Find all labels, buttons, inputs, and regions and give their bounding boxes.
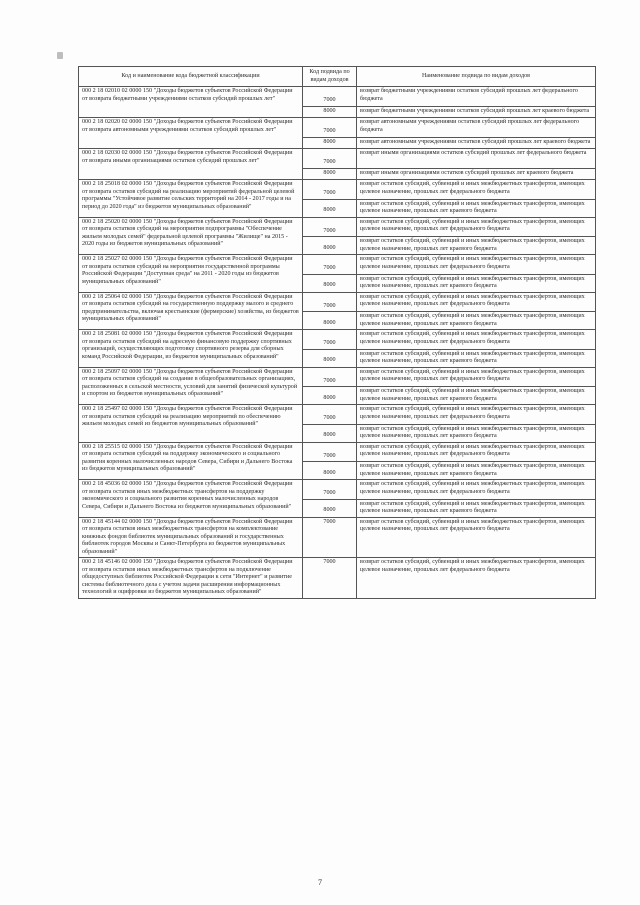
subtype-code-cell: 7000 bbox=[303, 292, 357, 312]
table-row bbox=[79, 405, 596, 425]
subtype-name-cell: возврат автономными учреждениями остатков субсидий прошлых лет федерального бюджета bbox=[357, 118, 596, 138]
table-row bbox=[79, 217, 596, 237]
classification-code-cell: 000 2 18 25097 02 0000 150 "Доходы бюджетов субъектов Российской Федерации от возврата остатков субсидий на создание в общеобразовательных организациях, расположенных в сельской местности, условий для занятий физической культурой и спортом из бюджетов муниципальных образований" bbox=[79, 367, 303, 405]
table-row bbox=[79, 149, 596, 169]
subtype-code-cell: 7000 bbox=[303, 217, 357, 237]
subtype-name-cell: возврат остатков субсидий, субвенций и иных межбюджетных трансфертов, имеющих целевое назначение, прошлых лет федерального бюджета bbox=[357, 180, 596, 200]
subtype-code-cell: 7000 bbox=[303, 558, 357, 599]
subtype-name-cell: возврат иными организациями остатков субсидий прошлых лет федерального бюджета bbox=[357, 149, 596, 169]
subtype-code-cell: 8000 bbox=[303, 168, 357, 180]
subtype-name-cell: возврат остатков субсидий, субвенций и иных межбюджетных трансфертов, имеющих целевое назначение, прошлых лет краевого бюджета bbox=[357, 274, 596, 292]
classification-code-cell: 000 2 18 25064 02 0000 150 "Доходы бюджетов субъектов Российской Федерации от возврата остатков субсидий на государственную поддержку малого и среднего предпринимательства, включая крестьянские (фермерские) хозяйства, из бюджетов муниципальных образований" bbox=[79, 292, 303, 330]
subtype-name-cell: возврат остатков субсидий, субвенций и иных межбюджетных трансфертов, имеющих целевое назначение, прошлых лет федерального бюджета bbox=[357, 558, 596, 599]
table-row bbox=[79, 330, 596, 350]
classification-code-cell: 000 2 18 25515 02 0000 150 "Доходы бюджетов субъектов Российской Федерации от возврата остатков субсидий на поддержку экономического и социального развития коренных малочисленных народов Севера, Сибири и Дальнего Востока из бюджетов муниципальных образований" bbox=[79, 442, 303, 480]
classification-code-cell: 000 2 18 45036 02 0000 150 "Доходы бюджетов субъектов Российской Федерации от возврата остатков иных межбюджетных трансфертов на поддержку экономического и социального развития коренных малочисленных народов Севера, Сибири и Дальнего Востока из бюджетов муниципальных образований" bbox=[79, 480, 303, 518]
subtype-code-cell: 8000 bbox=[303, 199, 357, 217]
subtype-name-cell: возврат остатков субсидий, субвенций и иных межбюджетных трансфертов, имеющих целевое назначение, прошлых лет федерального бюджета bbox=[357, 217, 596, 237]
subtype-name-cell: возврат остатков субсидий, субвенций и иных межбюджетных трансфертов, имеющих целевое назначение, прошлых лет федерального бюджета bbox=[357, 330, 596, 350]
subtype-name-cell: возврат остатков субсидий, субвенций и иных межбюджетных трансфертов, имеющих целевое назначение, прошлых лет краевого бюджета bbox=[357, 462, 596, 480]
subtype-code-cell: 7000 bbox=[303, 330, 357, 350]
subtype-code-cell: 7000 bbox=[303, 442, 357, 462]
subtype-code-cell: 8000 bbox=[303, 462, 357, 480]
subtype-code-cell: 7000 bbox=[303, 367, 357, 387]
classification-code-cell: 000 2 18 25081 02 0000 150 "Доходы бюджетов субъектов Российской Федерации от возврата остатков субсидий на адресную финансовую поддержку спортивных организаций, осуществляющих подготовку спортивного резерва для сборных команд Российской Федерации, из бюджетов муниципальных образований" bbox=[79, 330, 303, 368]
subtype-code-cell: 7000 bbox=[303, 517, 357, 558]
subtype-name-cell: возврат остатков субсидий, субвенций и иных межбюджетных трансфертов, имеющих целевое назначение, прошлых лет федерального бюджета bbox=[357, 255, 596, 275]
table-row bbox=[79, 517, 596, 558]
subtype-code-cell: 7000 bbox=[303, 480, 357, 500]
subtype-code-cell: 7000 bbox=[303, 180, 357, 200]
page-number: 7 bbox=[318, 878, 322, 887]
scan-mark bbox=[57, 52, 63, 59]
classification-code-cell: 000 2 18 45146 02 0000 150 "Доходы бюджетов субъектов Российской Федерации от возврата остатков иных межбюджетных трансфертов на подключение общедоступных библиотек Российской Федерации к сети "Интернет" и развитие системы библиотечного дела с учетом задачи расширения информационных технологий и оцифровки из бюджетов муниципальных образований" bbox=[79, 558, 303, 599]
subtype-code-cell: 8000 bbox=[303, 424, 357, 442]
subtype-code-cell: 8000 bbox=[303, 106, 357, 118]
classification-code-cell: 000 2 18 25020 02 0000 150 "Доходы бюджетов субъектов Российской Федерации от возврата остатков субсидий на мероприятия подпрограммы "Обеспечение жильем молодых семей" федеральной целевой программы "Жилище" на 2015 - 2020 годы из бюджетов муниципальных образований" bbox=[79, 217, 303, 255]
subtype-code-cell: 7000 bbox=[303, 118, 357, 138]
subtype-code-cell: 7000 bbox=[303, 87, 357, 107]
subtype-name-cell: возврат остатков субсидий, субвенций и иных межбюджетных трансфертов, имеющих целевое назначение, прошлых лет федерального бюджета bbox=[357, 405, 596, 425]
subtype-name-cell: возврат остатков субсидий, субвенций и иных межбюджетных трансфертов, имеющих целевое назначение, прошлых лет краевого бюджета bbox=[357, 499, 596, 517]
table-row bbox=[79, 180, 596, 200]
classification-code-cell: 000 2 18 25027 02 0000 150 "Доходы бюджетов субъектов Российской Федерации от возврата остатков субсидий на мероприятия государственной программы Российской Федерации "Доступная среда" на 2011 - 2020 годы из бюджетов муниципальных образований" bbox=[79, 255, 303, 293]
subtype-name-cell: возврат остатков субсидий, субвенций и иных межбюджетных трансфертов, имеющих целевое назначение, прошлых лет краевого бюджета bbox=[357, 349, 596, 367]
subtype-name-cell: возврат автономными учреждениями остатков субсидий прошлых лет краевого бюджета bbox=[357, 137, 596, 149]
subtype-code-cell: 8000 bbox=[303, 499, 357, 517]
table-row bbox=[79, 480, 596, 500]
subtype-name-cell: возврат остатков субсидий, субвенций и иных межбюджетных трансфертов, имеющих целевое назначение, прошлых лет краевого бюджета bbox=[357, 387, 596, 405]
classification-code-cell: 000 2 18 02030 02 0000 150 "Доходы бюджетов субъектов Российской Федерации от возврата иными организациями остатков субсидий прошлых лет" bbox=[79, 149, 303, 180]
subtype-code-cell: 8000 bbox=[303, 137, 357, 149]
table-row bbox=[79, 442, 596, 462]
subtype-name-cell: возврат остатков субсидий, субвенций и иных межбюджетных трансфертов, имеющих целевое назначение, прошлых лет краевого бюджета bbox=[357, 424, 596, 442]
subtype-name-cell: возврат бюджетными учреждениями остатков субсидий прошлых лет краевого бюджета bbox=[357, 106, 596, 118]
subtype-name-cell: возврат иными организациями остатков субсидий прошлых лет краевого бюджета bbox=[357, 168, 596, 180]
subtype-code-cell: 8000 bbox=[303, 312, 357, 330]
table-row bbox=[79, 255, 596, 275]
subtype-name-cell: возврат остатков субсидий, субвенций и иных межбюджетных трансфертов, имеющих целевое назначение, прошлых лет краевого бюджета bbox=[357, 237, 596, 255]
subtype-code-cell: 7000 bbox=[303, 255, 357, 275]
subtype-code-cell: 8000 bbox=[303, 349, 357, 367]
subtype-name-cell: возврат остатков субсидий, субвенций и иных межбюджетных трансфертов, имеющих целевое назначение, прошлых лет федерального бюджета bbox=[357, 442, 596, 462]
subtype-code-cell: 7000 bbox=[303, 405, 357, 425]
subtype-code-cell: 7000 bbox=[303, 149, 357, 169]
header-name: Наименование подвида по видам доходов bbox=[357, 67, 596, 87]
subtype-name-cell: возврат остатков субсидий, субвенций и иных межбюджетных трансфертов, имеющих целевое назначение, прошлых лет краевого бюджета bbox=[357, 312, 596, 330]
subtype-name-cell: возврат остатков субсидий, субвенций и иных межбюджетных трансфертов, имеющих целевое назначение, прошлых лет федерального бюджета bbox=[357, 517, 596, 558]
classification-code-cell: 000 2 18 02020 02 0000 150 "Доходы бюджетов субъектов Российской Федерации от возврата автономными учреждениями остатков субсидий прошлых лет" bbox=[79, 118, 303, 149]
subtype-code-cell: 8000 bbox=[303, 387, 357, 405]
table-row bbox=[79, 558, 596, 599]
subtype-code-cell: 8000 bbox=[303, 237, 357, 255]
header-code: Код и наименование кода бюджетной классификации bbox=[79, 67, 303, 87]
classification-code-cell: 000 2 18 25497 02 0000 150 "Доходы бюджетов субъектов Российской Федерации от возврата остатков субсидий на реализацию мероприятий по обеспечению жильем молодых семей из бюджетов муниципальных образований" bbox=[79, 405, 303, 443]
classification-code-cell: 000 2 18 45144 02 0000 150 "Доходы бюджетов субъектов Российской Федерации от возврата остатков иных межбюджетных трансфертов на комплектование книжных фондов библиотек муниципальных образований и государственных библиотек городов Москвы и Санкт-Петербурга из бюджетов муниципальных образований" bbox=[79, 517, 303, 558]
table-row bbox=[79, 118, 596, 138]
subtype-name-cell: возврат остатков субсидий, субвенций и иных межбюджетных трансфертов, имеющих целевое назначение, прошлых лет федерального бюджета bbox=[357, 480, 596, 500]
table-header-row bbox=[79, 67, 596, 87]
table-row bbox=[79, 367, 596, 387]
classification-code-cell: 000 2 18 25018 02 0000 150 "Доходы бюджетов субъектов Российской Федерации от возврата остатков субсидий на реализацию мероприятий федеральной целевой программы "Устойчивое развитие сельских территорий на 2014 - 2017 годы и на период до 2020 года" из бюджетов муниципальных образований" bbox=[79, 180, 303, 218]
header-mode: Код подвида по видам доходов bbox=[303, 67, 357, 87]
subtype-name-cell: возврат остатков субсидий, субвенций и иных межбюджетных трансфертов, имеющих целевое назначение, прошлых лет федерального бюджета bbox=[357, 292, 596, 312]
classification-code-cell: 000 2 18 02010 02 0000 150 "Доходы бюджетов субъектов Российской Федерации от возврата бюджетными учреждениями остатков субсидий прошлых лет" bbox=[79, 87, 303, 118]
subtype-code-cell: 8000 bbox=[303, 274, 357, 292]
subtype-name-cell: возврат остатков субсидий, субвенций и иных межбюджетных трансфертов, имеющих целевое назначение, прошлых лет краевого бюджета bbox=[357, 199, 596, 217]
budget-classification-table bbox=[78, 66, 596, 599]
subtype-name-cell: возврат бюджетными учреждениями остатков субсидий прошлых лет федерального бюджета bbox=[357, 87, 596, 107]
subtype-name-cell: возврат остатков субсидий, субвенций и иных межбюджетных трансфертов, имеющих целевое назначение, прошлых лет федерального бюджета bbox=[357, 367, 596, 387]
table-row bbox=[79, 87, 596, 107]
table-body bbox=[79, 87, 596, 599]
table-row bbox=[79, 292, 596, 312]
